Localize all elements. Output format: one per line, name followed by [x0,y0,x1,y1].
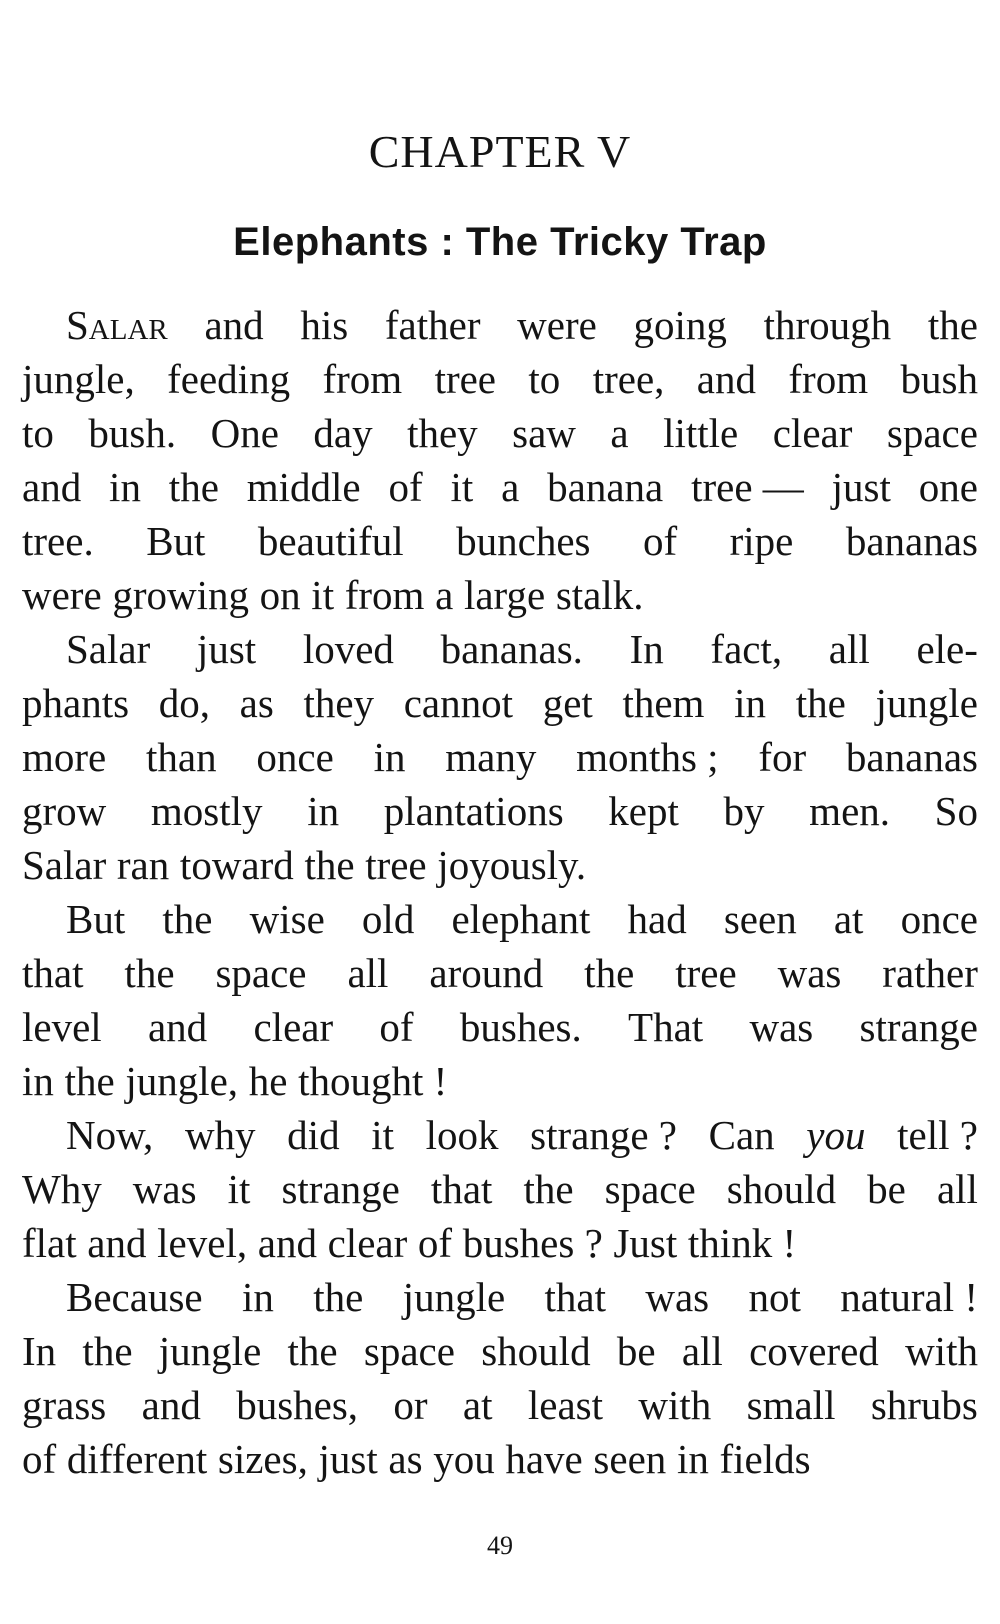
word: bananas [845,518,978,564]
paragraph [22,1270,978,1486]
word: strange [281,1166,400,1212]
word: ran [116,842,170,888]
word: bush. [88,410,177,456]
text-line [22,622,978,676]
word: it [227,1166,251,1212]
word: least [527,1382,604,1428]
word: tell ? [897,1112,978,1158]
word: that [22,950,84,996]
word: did [287,1112,340,1158]
word: bananas [845,734,978,780]
word: fields [719,1436,811,1482]
word: in [676,1436,709,1482]
word: Salar [66,626,151,672]
word: at [833,896,864,942]
word: space [363,1328,455,1374]
word: level, [157,1220,248,1266]
word: sizes, [217,1436,308,1482]
word: tree, [592,356,665,402]
word: grow [22,788,107,834]
word: a [435,572,454,618]
word: with [905,1328,978,1374]
word: bush [900,356,978,402]
word: that [430,1166,493,1212]
word: space [215,950,307,996]
word: they [303,680,375,726]
word: ele- [916,626,978,672]
word: it [371,1112,394,1158]
word: space [886,410,978,456]
word: seen [593,1436,667,1482]
paragraph [22,622,978,892]
text-line [22,406,978,460]
word: the [313,1274,364,1320]
word: mostly [150,788,263,834]
text-line [22,1162,978,1216]
word: with [638,1382,712,1428]
word: a [610,410,629,456]
word: Why [22,1166,102,1212]
word: be [616,1328,656,1374]
word: of [417,1220,453,1266]
word: fact, [710,626,783,672]
word: and [257,1220,317,1266]
word: look [425,1112,499,1158]
word: in [307,788,340,834]
text-line [22,676,978,730]
word: a [501,464,520,510]
paragraph [22,892,978,1108]
word: But [66,896,126,942]
word: day [313,410,373,456]
word: were [517,302,597,348]
word: one [918,464,978,510]
word: just [196,626,257,672]
text-line [22,352,978,406]
word: just [831,464,891,510]
word: feeding [167,356,291,402]
word: jungle [158,1328,262,1374]
word: the [124,950,175,996]
word: tree [365,842,427,888]
word: was [777,950,842,996]
word: get [542,680,593,726]
word: of [22,1436,57,1482]
text-line [22,730,978,784]
word: father [384,302,481,348]
word: have [505,1436,583,1482]
word: around [429,950,544,996]
word: bushes, [236,1382,359,1428]
word: rather [882,950,978,996]
word: in [22,1058,54,1104]
word: and [22,464,82,510]
word: and [87,1220,147,1266]
word: do, [158,680,210,726]
word: wise [249,896,325,942]
word: strange [859,1004,978,1050]
word: the [64,1058,115,1104]
word: why [184,1112,256,1158]
word: all [828,626,870,672]
word: just [318,1436,378,1482]
word: at [462,1382,493,1428]
chapter-title: Elephants : The Tricky Trap [233,220,767,264]
word: all [681,1328,723,1374]
word: to [528,356,561,402]
word: men. [809,788,891,834]
paragraph [22,1108,978,1270]
word: and [147,1004,208,1050]
word: tree — [691,464,804,510]
word: his [300,302,349,348]
word: through [763,302,892,348]
body-text [22,298,978,1486]
word: thought ! [298,1058,448,1104]
word: the [927,302,978,348]
text-line [22,1000,978,1054]
word: than [146,734,217,780]
word: seen [723,896,797,942]
word: to [22,410,54,456]
text-line [22,784,978,838]
word: in [734,680,767,726]
word: the [304,842,355,888]
word: it [311,572,335,618]
word: But [146,518,206,564]
word: natural ! [840,1274,978,1320]
word: little [663,410,739,456]
text-line [22,514,978,568]
text-line [22,1216,978,1270]
word: jungle, [125,1058,239,1104]
text-line [22,946,978,1000]
word: should [481,1328,591,1374]
word: months ; [576,734,719,780]
text-line [22,298,978,352]
word: more [22,734,107,780]
word: all [347,950,389,996]
word: Salar [66,302,168,348]
word: plantations [383,788,564,834]
word: should [726,1166,837,1212]
word: of [388,464,423,510]
word: Just [613,1220,678,1266]
word: for [758,734,807,780]
word: grass [22,1382,107,1428]
word: covered [749,1328,879,1374]
word: in [109,464,141,510]
word: from [344,572,425,618]
word: them [622,680,705,726]
text-line [22,1270,978,1324]
word: elephant [451,896,591,942]
word: ripe [729,518,794,564]
word: jungle [402,1274,506,1320]
word: all [936,1166,978,1212]
word: large [463,572,546,618]
word: One [210,410,279,456]
word: Now, [66,1112,154,1158]
word: bananas. [440,626,583,672]
word: from [322,356,403,402]
word: clear [772,410,853,456]
text-line [22,1432,978,1486]
word: had [627,896,687,942]
chapter-heading: CHAPTER V [368,126,632,177]
word: as [388,1436,423,1482]
word: by [723,788,765,834]
word: that [544,1274,606,1320]
word: in [241,1274,274,1320]
word: loved [302,626,394,672]
word: he [248,1058,288,1104]
word: once [900,896,978,942]
word: clear [253,1004,334,1050]
word: be [867,1166,906,1212]
word: stalk. [555,572,644,618]
word: the [523,1166,574,1212]
word: toward [179,842,294,888]
word: the [168,464,219,510]
word: of [642,518,678,564]
word: and [141,1382,201,1428]
word: many [445,734,537,780]
word: tree [434,356,497,402]
word: the [584,950,635,996]
word: That [628,1004,704,1050]
word: kept [608,788,679,834]
word: flat [22,1220,77,1266]
page-number: 49 [487,1531,513,1560]
word: phants [22,680,130,726]
text-line [22,838,978,892]
word: once [256,734,334,780]
word: small [746,1382,836,1428]
word: different [66,1436,208,1482]
word: saw [512,410,576,456]
text-line [22,892,978,946]
word: were [22,572,102,618]
word: as [239,680,274,726]
word: bushes ? [462,1220,603,1266]
word: strange ? [530,1112,677,1158]
word: and [696,356,756,402]
text-line [22,1108,978,1162]
word: from [788,356,869,402]
word: was [749,1004,814,1050]
word: was [645,1274,710,1320]
word: space [604,1166,696,1212]
word: middle [246,464,361,510]
text-line [22,1378,978,1432]
word: the [795,680,846,726]
word: they [407,410,478,456]
word: tree. [22,518,94,564]
word: of [379,1004,414,1050]
word: joyously. [437,842,587,888]
word: and [204,302,264,348]
word: bushes. [459,1004,582,1050]
word: was [132,1166,197,1212]
word: on [259,572,301,618]
word: tree [675,950,737,996]
word: beautiful [257,518,404,564]
word: jungle [875,680,978,726]
word: Can [708,1112,775,1158]
word: jungle, [22,356,135,402]
word: the [162,896,213,942]
word: in [373,734,406,780]
word: Salar [22,842,107,888]
word: the [287,1328,338,1374]
text-line [22,460,978,514]
word: banana [547,464,664,510]
word: going [633,302,727,348]
text-line [22,1324,978,1378]
word: level [22,1004,102,1050]
word: In [629,626,664,672]
word: think ! [687,1220,797,1266]
text-line [22,568,978,622]
word: cannot [403,680,514,726]
word: it [450,464,474,510]
word: you [806,1112,866,1158]
word: growing [112,572,249,618]
word: the [82,1328,133,1374]
word: clear [327,1220,408,1266]
paragraph [22,298,978,622]
word: shrubs [870,1382,978,1428]
word: not [748,1274,801,1320]
word: In [22,1328,57,1374]
word: Because [66,1274,203,1320]
word: you [433,1436,495,1482]
word: bunches [456,518,591,564]
word: old [361,896,415,942]
word: or [393,1382,428,1428]
word: So [934,788,978,834]
text-line [22,1054,978,1108]
